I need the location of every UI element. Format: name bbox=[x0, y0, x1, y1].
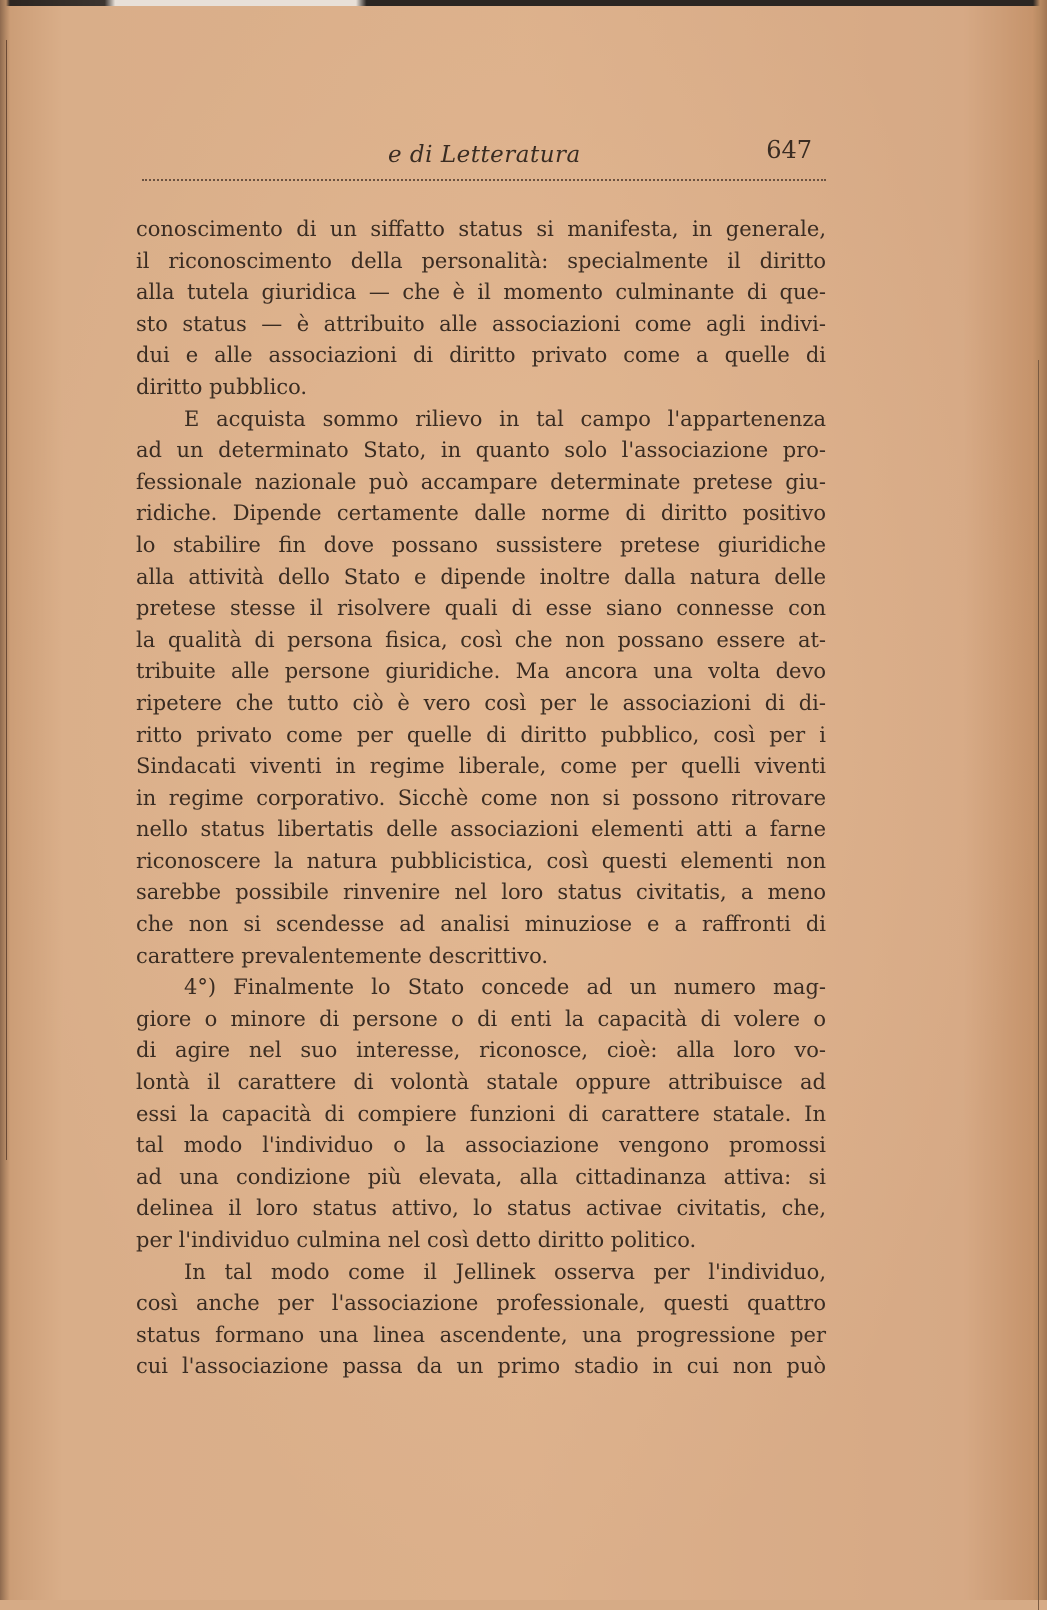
left-binding-line bbox=[6, 40, 7, 1160]
text-line: essi la capacità di compiere funzioni di carattere statale. In bbox=[136, 1101, 826, 1126]
text-line: Sindacati viventi in regime liberale, come per quelli viventi bbox=[136, 754, 826, 779]
text-line: nello status libertatis delle associazioni elementi atti a farne bbox=[136, 817, 826, 842]
text-line: diritto pubblico. bbox=[136, 374, 308, 399]
page-header bbox=[142, 134, 826, 174]
text-line: così anche per l'associazione professionale, questi quattro bbox=[136, 1291, 826, 1316]
text-line: ad un determinato Stato, in quanto solo l'associazione pro- bbox=[136, 438, 826, 463]
text-line: tal modo l'individuo o la associazione vengono promossi bbox=[136, 1133, 826, 1158]
text-line: fessionale nazionale può accampare determinate pretese giu- bbox=[136, 469, 826, 494]
right-binding-line bbox=[1038, 360, 1039, 1610]
text-line: la qualità di persona fisica, così che non possano essere at- bbox=[136, 627, 826, 652]
text-line: di agire nel suo interesse, riconosce, cioè: alla loro vo- bbox=[136, 1038, 826, 1063]
text-line: lo stabilire fin dove possano sussistere pretese giuridiche bbox=[136, 532, 826, 557]
body-text bbox=[136, 214, 826, 1383]
text-line: E acquista sommo rilievo in tal campo l'appartenenza bbox=[184, 406, 826, 431]
text-line: carattere prevalentemente descrittivo. bbox=[136, 943, 549, 968]
text-line: In tal modo come il Jellinek osserva per l'individuo, bbox=[184, 1259, 826, 1284]
running-title: e di Letteratura bbox=[388, 142, 581, 168]
right-page-edge bbox=[1033, 0, 1047, 1600]
text-line: ritto privato come per quelle di diritto pubblico, così per i bbox=[136, 722, 826, 747]
page-number: 647 bbox=[766, 136, 812, 164]
text-line: conoscimento di un siffatto status si manifesta, in generale, bbox=[136, 217, 826, 241]
text-line: dui e alle associazioni di diritto privato come a quelle di bbox=[136, 343, 826, 368]
text-line: ad una condizione più elevata, alla cittadinanza attiva: si bbox=[136, 1164, 826, 1189]
text-line: in regime corporativo. Sicchè come non si possono ritrovare bbox=[136, 785, 826, 810]
text-line: sarebbe possibile rinvenire nel loro status civitatis, a meno bbox=[136, 880, 826, 905]
text-line: il riconoscimento della personalità: specialmente il diritto bbox=[136, 248, 826, 273]
text-line: riconoscere la natura pubblicistica, così questi elementi non bbox=[136, 848, 826, 873]
text-line: pretese stesse il risolvere quali di esse siano connesse con bbox=[136, 596, 826, 621]
text-line: ripetere che tutto ciò è vero così per le associazioni di di- bbox=[136, 690, 826, 715]
text-line: giore o minore di persone o di enti la capacità di volere o bbox=[136, 1006, 826, 1031]
text-line: alla tutela giuridica — che è il momento culminante di que- bbox=[136, 280, 826, 305]
text-line: sto status — è attribuito alle associazioni come agli indivi- bbox=[136, 311, 826, 336]
text-line: status formano una linea ascendente, una progressione per bbox=[136, 1322, 826, 1347]
text-line: tribuite alle persone giuridiche. Ma ancora una volta devo bbox=[136, 659, 826, 684]
text-line: che non si scendesse ad analisi minuziose e a raffronti di bbox=[136, 912, 826, 937]
text-line: lontà il carattere di volontà statale oppure attribuisce ad bbox=[136, 1070, 826, 1095]
left-page-edge bbox=[0, 0, 10, 1600]
text-line: cui l'associazione passa da un primo stadio in cui non può bbox=[136, 1354, 826, 1379]
text-line: delinea il loro status attivo, lo status activae civitatis, che, bbox=[136, 1196, 826, 1221]
text-line: per l'individuo culmina nel così detto diritto politico. bbox=[136, 1228, 697, 1252]
top-scan-edge bbox=[0, 0, 1047, 6]
header-dotted-rule bbox=[142, 179, 826, 181]
text-line: alla attività dello Stato e dipende inoltre dalla natura delle bbox=[136, 564, 826, 589]
text-line: 4°) Finalmente lo Stato concede ad un numero mag- bbox=[184, 975, 826, 1000]
text-line: ridiche. Dipende certamente dalle norme di diritto positivo bbox=[136, 501, 826, 526]
